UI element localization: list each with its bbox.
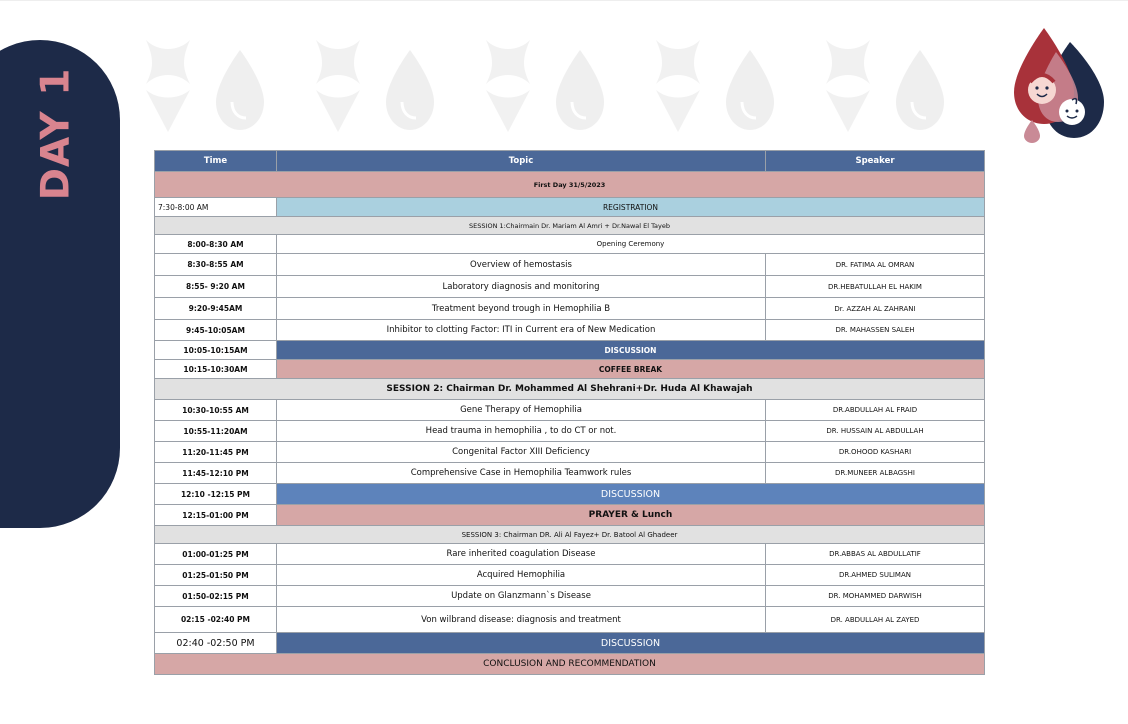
coffee-break-time: 10:15-10:30AM: [155, 360, 277, 379]
coffee-break-row: [155, 360, 985, 379]
header-speaker: Speaker: [766, 151, 985, 172]
discussion-2-time: 12:10 -12:15 PM: [155, 484, 277, 505]
discussion-3-time: 02:40 -02:50 PM: [155, 633, 277, 654]
table-row: [155, 276, 985, 298]
discussion-row: [155, 484, 985, 505]
table-row: [155, 544, 985, 565]
coffee-break-label: COFFEE BREAK: [277, 360, 985, 379]
row-time: 11:20-11:45 PM: [155, 442, 277, 463]
date-label: First Day 31/5/2023: [155, 172, 985, 198]
row-time: 9:20-9:45AM: [155, 298, 277, 320]
conclusion-row: [155, 654, 985, 675]
row-topic: Acquired Hemophilia: [277, 565, 766, 586]
table-row: [155, 298, 985, 320]
row-speaker: DR.ABBAS AL ABDULLATIF: [766, 544, 985, 565]
row-speaker: DR.OHOOD KASHARI: [766, 442, 985, 463]
day-label: DAY 1: [33, 67, 79, 201]
row-time: 01:25-01:50 PM: [155, 565, 277, 586]
row-time: 8:55- 9:20 AM: [155, 276, 277, 298]
registration-row: [155, 198, 985, 217]
header-topic: Topic: [277, 151, 766, 172]
row-time: 9:45-10:05AM: [155, 320, 277, 341]
agenda-table: [154, 150, 985, 675]
row-topic: Overview of hemostasis: [277, 254, 766, 276]
table-row: [155, 565, 985, 586]
row-time: 01:50-02:15 PM: [155, 586, 277, 607]
row-time: 10:55-11:20AM: [155, 421, 277, 442]
row-time: 8:30-8:55 AM: [155, 254, 277, 276]
session-3-label: SESSION 3: Chairman DR. Ali Al Fayez+ Dr. Batool Al Ghadeer: [155, 526, 985, 544]
row-speaker: DR.HEBATULLAH EL HAKIM: [766, 276, 985, 298]
row-time: 10:30-10:55 AM: [155, 400, 277, 421]
discussion-1-label: DISCUSSION: [277, 341, 985, 360]
row-speaker: Dr. AZZAH AL ZAHRANI: [766, 298, 985, 320]
prayer-label: PRAYER & Lunch: [277, 505, 985, 526]
session-3-row: [155, 526, 985, 544]
row-topic: Rare inherited coagulation Disease: [277, 544, 766, 565]
discussion-2-label: DISCUSSION: [277, 484, 985, 505]
blood-drop-pattern-icon: [138, 38, 978, 136]
row-time: 11:45-12:10 PM: [155, 463, 277, 484]
row-topic: Von wilbrand disease: diagnosis and treatment: [277, 607, 766, 633]
table-row: [155, 421, 985, 442]
row-speaker: DR.AHMED SULIMAN: [766, 565, 985, 586]
registration-time: 7:30-8:00 AM: [155, 198, 277, 217]
header-time: Time: [155, 151, 277, 172]
date-row: [155, 172, 985, 198]
table-row: [155, 254, 985, 276]
session-2-label: SESSION 2: Chairman Dr. Mohammed Al Shehrani+Dr. Huda Al Khawajah: [155, 379, 985, 400]
registration-label: REGISTRATION: [277, 198, 985, 217]
conclusion-label: CONCLUSION AND RECOMMENDATION: [155, 654, 985, 675]
discussion-3-label: DISCUSSION: [277, 633, 985, 654]
row-speaker: DR. FATIMA AL OMRAN: [766, 254, 985, 276]
row-topic: Update on Glanzmann`s Disease: [277, 586, 766, 607]
table-header-row: [155, 151, 985, 172]
row-speaker: DR. HUSSAIN AL ABDULLAH: [766, 421, 985, 442]
row-topic: Laboratory diagnosis and monitoring: [277, 276, 766, 298]
row-speaker: DR.ABDULLAH AL FRAID: [766, 400, 985, 421]
top-divider: [0, 0, 1128, 1]
row-speaker: DR. MOHAMMED DARWISH: [766, 586, 985, 607]
discussion-1-time: 10:05-10:15AM: [155, 341, 277, 360]
row-time: 01:00-01:25 PM: [155, 544, 277, 565]
row-topic: Head trauma in hemophilia , to do CT or not.: [277, 421, 766, 442]
opening-time: 8:00-8:30 AM: [155, 235, 277, 254]
row-speaker: DR.MUNEER ALBAGSHI: [766, 463, 985, 484]
table-row: [155, 442, 985, 463]
opening-label: Opening Ceremony: [277, 235, 985, 254]
row-topic: Comprehensive Case in Hemophilia Teamwork rules: [277, 463, 766, 484]
table-row: [155, 400, 985, 421]
table-row: [155, 607, 985, 633]
prayer-time: 12:15-01:00 PM: [155, 505, 277, 526]
row-speaker: DR. MAHASSEN SALEH: [766, 320, 985, 341]
discussion-row: [155, 341, 985, 360]
session-2-row: [155, 379, 985, 400]
row-topic: Congenital Factor XIII Deficiency: [277, 442, 766, 463]
table-row: [155, 320, 985, 341]
row-time: 02:15 -02:40 PM: [155, 607, 277, 633]
session-1-label: SESSION 1:Chairmain Dr. Mariam Al Amri + Dr.Nawal El Tayeb: [155, 217, 985, 235]
opening-row: [155, 235, 985, 254]
table-row: [155, 586, 985, 607]
row-topic: Treatment beyond trough in Hemophilia B: [277, 298, 766, 320]
row-topic: Inhibitor to clotting Factor: ITI in Current era of New Medication: [277, 320, 766, 341]
row-topic: Gene Therapy of Hemophilia: [277, 400, 766, 421]
discussion-row: [155, 633, 985, 654]
table-row: [155, 463, 985, 484]
row-speaker: DR. ABDULLAH AL ZAYED: [766, 607, 985, 633]
mother-baby-blood-drop-logo-icon: [1008, 24, 1108, 144]
session-1-row: [155, 217, 985, 235]
prayer-row: [155, 505, 985, 526]
